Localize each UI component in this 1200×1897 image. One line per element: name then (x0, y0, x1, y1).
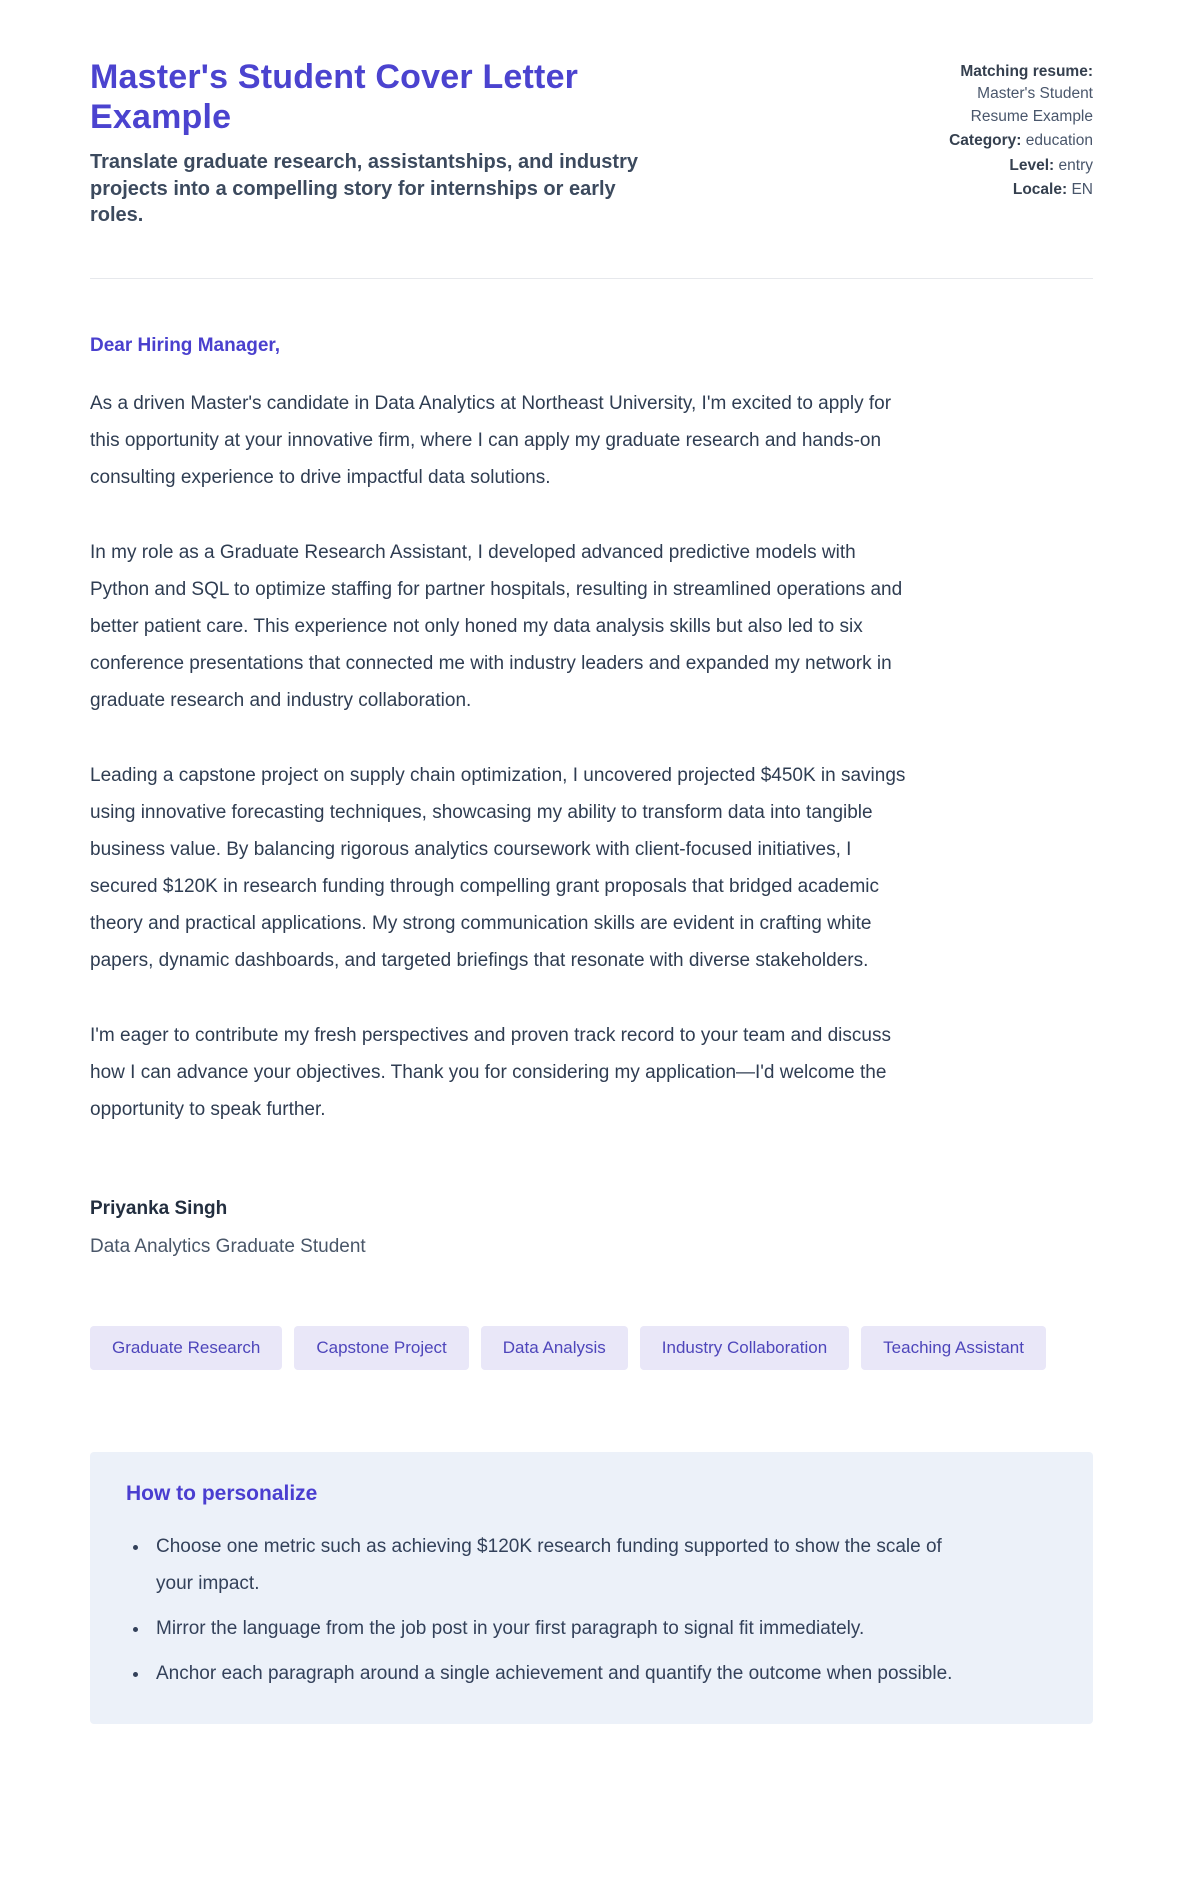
meta-matching-resume (933, 61, 1093, 128)
level-label: Level: (1009, 156, 1055, 174)
category-value: education (1025, 132, 1093, 150)
tag-list (90, 1326, 1093, 1370)
page-header (90, 57, 1093, 228)
personalize-tip-1: • Choose one metric such as achieving $120K research funding supported to show the scale of your impact. (150, 1528, 966, 1602)
signature-name: Priyanka Singh (90, 1198, 228, 1220)
personalize-box (90, 1452, 1093, 1724)
meta-level (933, 155, 1093, 177)
salutation: Dear Hiring Manager, (90, 335, 281, 357)
locale-value: EN (1071, 181, 1093, 199)
header-divider (90, 278, 1093, 279)
letter-paragraph-3: Leading a capstone project on supply chain optimization, I uncovered projected $450K in savings using innovative forecasting techniques, showcasing my ability to transform data into tangible business value. By balancing rigorous analytics coursework with client-focused initiatives, I secured $120K in research funding through compelling grant proposals that bridged academic theory and practical applications. My strong communication skills are evident in crafting white papers, dynamic dashboards, and targeted briefings that resonate with diverse stakeholders. (90, 765, 906, 972)
locale-label: Locale: (1012, 181, 1068, 199)
header-title-block (90, 57, 650, 228)
tag-graduate-research[interactable]: Graduate Research (90, 1326, 282, 1370)
personalize-tip-3: • Anchor each paragraph around a single achievement and quantify the outcome when possible. (150, 1655, 966, 1692)
personalize-heading: How to personalize (126, 1482, 318, 1506)
page-subtitle: Translate graduate research, assistantships, and industry projects into a compelling story for internships or early roles. (90, 151, 638, 226)
meta-locale (933, 179, 1093, 201)
signature-title: Data Analytics Graduate Student (90, 1236, 366, 1258)
personalize-tip-2: • Mirror the language from the job post in your first paragraph to signal fit immediately. (150, 1610, 966, 1647)
level-value: entry (1058, 156, 1093, 174)
tag-teaching-assistant[interactable]: Teaching Assistant (861, 1326, 1046, 1370)
letter-paragraph-1: As a driven Master's candidate in Data Analytics at Northeast University, I'm excited to apply for this opportunity at your innovative firm, where I can apply my graduate research and hands-on consulting experience to drive impactful data solutions. (90, 393, 892, 489)
page-title: Master's Student Cover Letter Example (90, 58, 579, 137)
matching-resume-value: Master's Student Resume Example (970, 85, 1093, 125)
matching-resume-label: Matching resume: (960, 63, 1093, 80)
letter-paragraph-4: I'm eager to contribute my fresh perspectives and proven track record to your team and discuss how I can advance your objectives. Thank you for considering my application—I'd welcome the opportunity to speak further. (90, 1025, 891, 1121)
cover-letter-body (90, 335, 908, 1258)
tag-capstone-project[interactable]: Capstone Project (294, 1326, 468, 1370)
category-label: Category: (949, 132, 1022, 150)
meta-category (933, 130, 1093, 152)
tag-industry-collaboration[interactable]: Industry Collaboration (640, 1326, 849, 1370)
tag-data-analysis[interactable]: Data Analysis (481, 1326, 628, 1370)
resume-meta-panel (933, 61, 1093, 202)
letter-paragraph-2: In my role as a Graduate Research Assistant, I developed advanced predictive models with Python and SQL to optimize staffing for partner hospitals, resulting in streamlined operations and better patient care. This experience not only honed my data analysis skills but also led to six conference presentations that connected me with industry leaders and expanded my network in graduate research and industry collaboration. (90, 542, 903, 712)
personalize-tip-list (126, 1528, 1057, 1692)
